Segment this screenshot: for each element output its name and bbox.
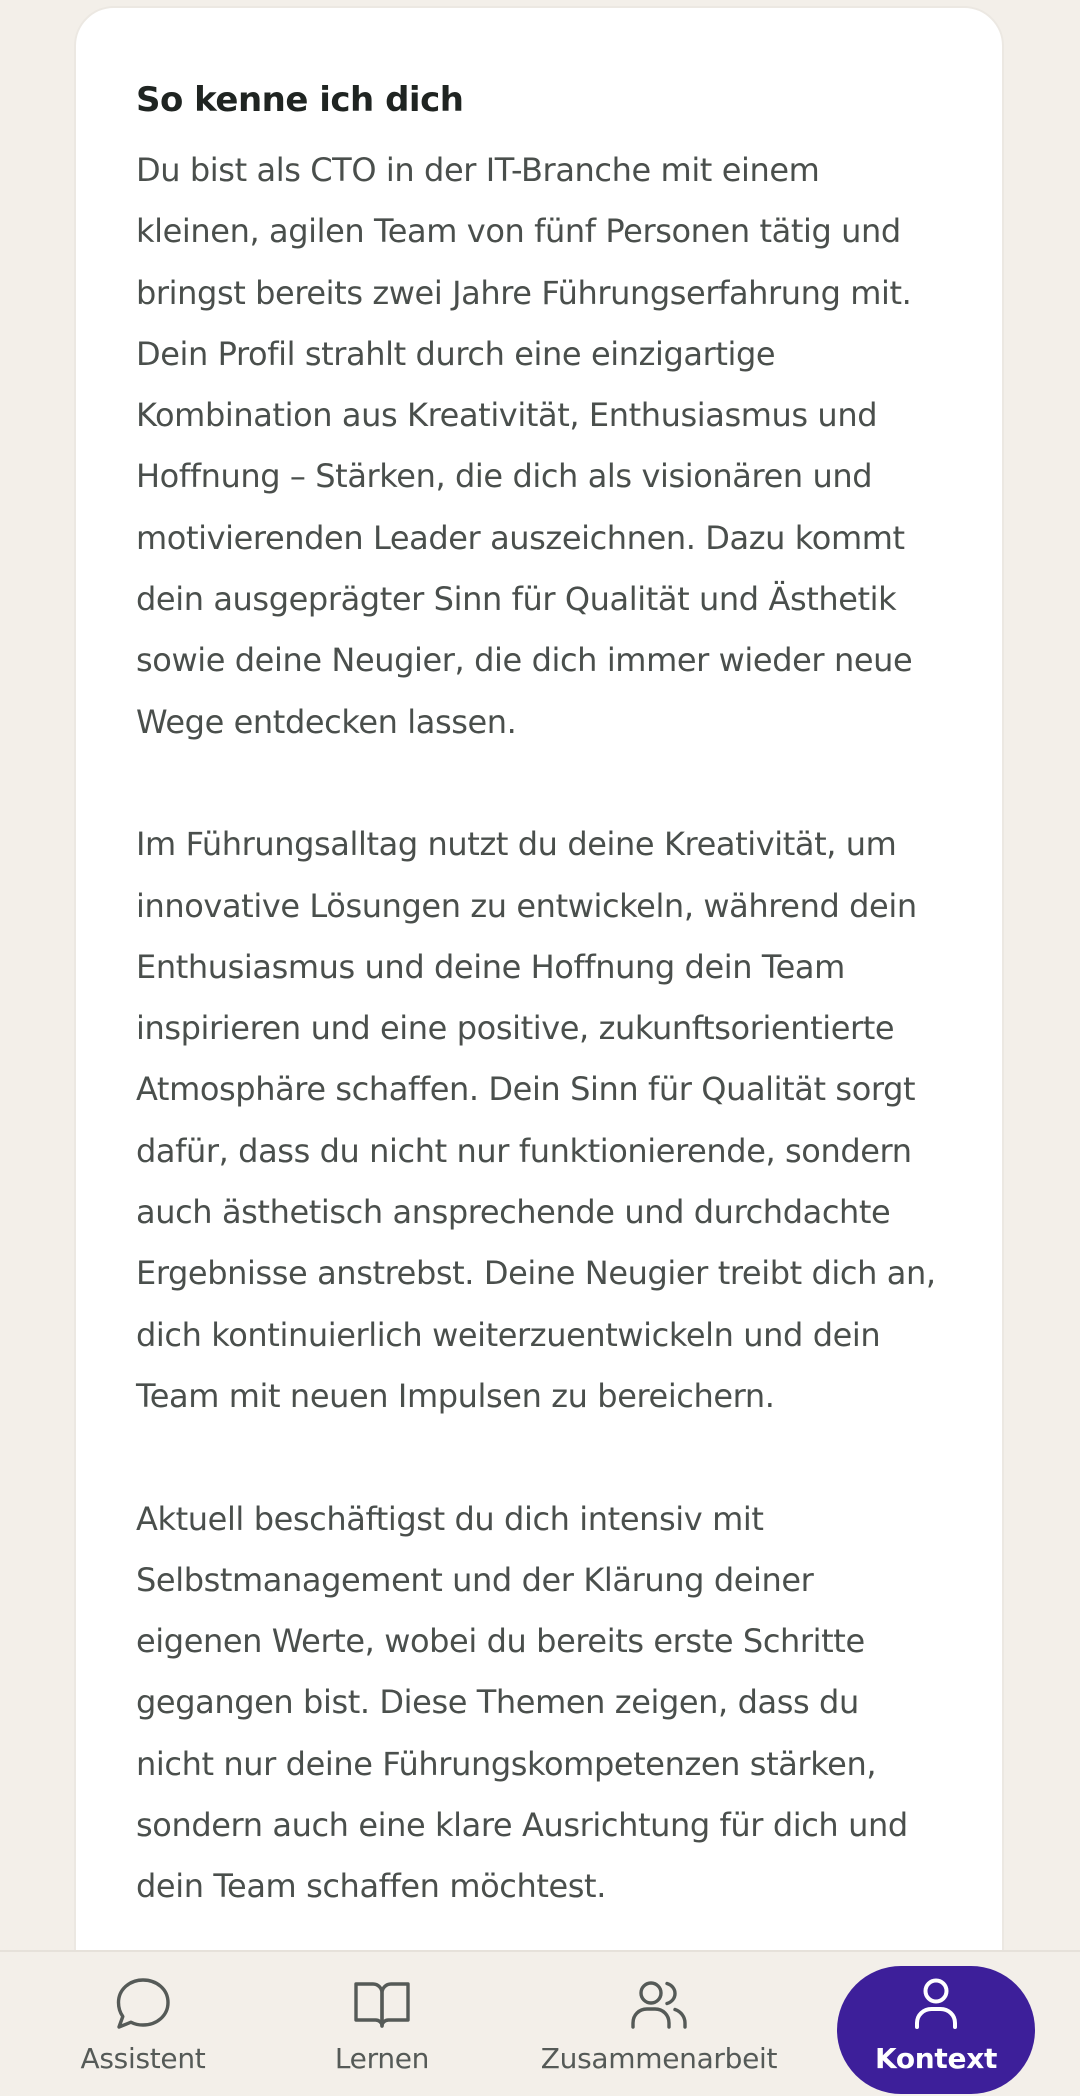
bottom-navigation xyxy=(0,1950,1080,2096)
nav-label-lernen: Lernen xyxy=(334,2042,430,2075)
context-paragraph: Im Führungsalltag nutzt du deine Kreativität, um innovative Lösungen zu entwickeln, während dein Enthusiasmus und deine Hoffnung dein Team inspirieren und eine positive, zukunftsorientierte Atmosphäre schaffen. Dein Sinn für Qualität sorgt dafür, dass du nicht nur funktionierende, sondern auch ästhetisch ansprechende und durchdachte Ergebnisse anstrebst. Deine Neugier treibt dich an, dich kontinuierlich weiterzuentwickeln und dein Team mit neuen Impulsen zu bereichern. xyxy=(136,825,936,1415)
nav-item-lernen[interactable] xyxy=(306,1966,458,2094)
profile-context-card xyxy=(74,6,1004,2096)
nav-label-assistent: Assistent xyxy=(80,2042,206,2075)
nav-item-zusammenarbeit[interactable] xyxy=(536,1966,782,2094)
open-book-icon xyxy=(352,1974,412,2034)
context-paragraph: Aktuell beschäftigst du dich intensiv mit Selbstmanagement und der Klärung deiner eigenen Werte, wobei du bereits erste Schritte gegangen bist. Diese Themen zeigen, dass du nicht nur deine Führungskompetenzen stärken, sondern auch eine klare Ausrichtung für dich und dein Team schaffen möchtest. xyxy=(136,1499,908,1906)
nav-label-zusammenarbeit: Zusammenarbeit xyxy=(540,2042,778,2075)
chat-bubble-icon xyxy=(113,1974,173,2034)
nav-item-assistent[interactable] xyxy=(58,1966,228,2094)
card-title: So kenne ich dich xyxy=(136,80,464,120)
nav-label-kontext: Kontext xyxy=(874,2042,998,2075)
person-icon xyxy=(906,1974,966,2034)
nav-item-kontext-active[interactable] xyxy=(837,1966,1035,2094)
users-icon xyxy=(629,1974,689,2034)
context-paragraph: Du bist als CTO in der IT-Branche mit einem kleinen, agilen Team von fünf Personen tätig und bringst bereits zwei Jahre Führungserfahrung mit. Dein Profil strahlt durch eine einzigartige Kombination aus Kreativität, Enthusiasmus und Hoffnung – Stärken, die dich als visionären und motivierenden Leader auszeichnen. Dazu kommt dein ausgeprägter Sinn für Qualität und Ästhetik sowie deine Neugier, die dich immer wieder neue Wege entdecken lassen. xyxy=(136,151,913,741)
